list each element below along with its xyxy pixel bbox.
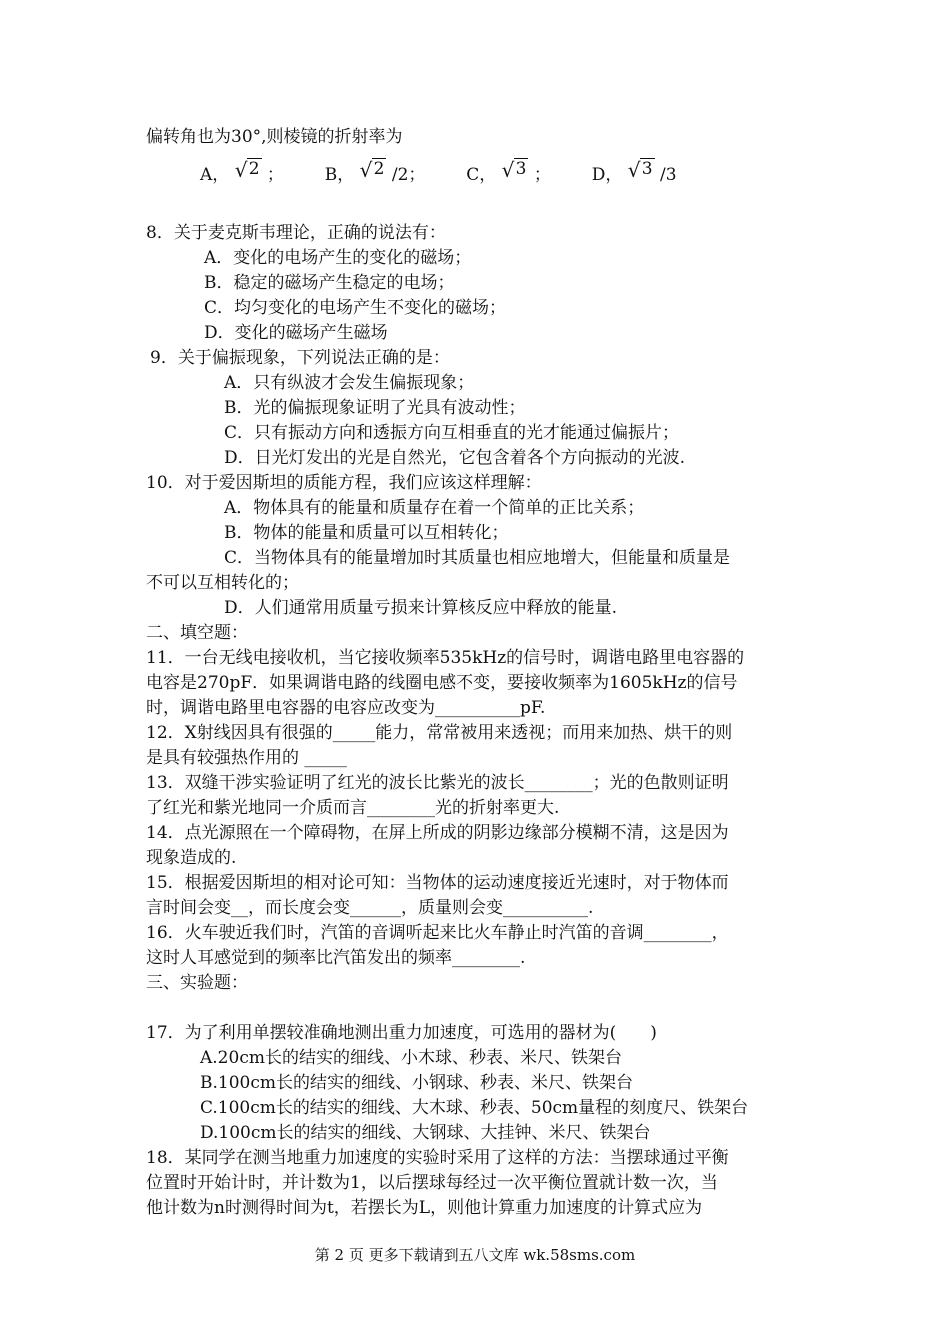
question-14-text: 现象造成的.	[146, 848, 237, 868]
question-12-text: 是具有较强热作用的 _____	[146, 748, 347, 768]
option-d: D， √ 3 /3	[591, 158, 677, 185]
sqrt-symbol: √ 3	[627, 158, 653, 182]
sqrt-symbol: √ 2	[359, 158, 385, 182]
question-10-option: A．物体具有的能量和质量存在着一个简单的正比关系；	[224, 498, 645, 518]
question-9-stem: 9．关于偏振现象，下列说法正确的是：	[150, 348, 450, 368]
option-b: B， √ 2 /2；	[324, 158, 426, 185]
question-14-text: 14．点光源照在一个障碍物，在屏上所成的阴影边缘部分模糊不清，这是因为	[146, 823, 729, 843]
question-13-text: 了红光和紫光地同一介质而言________光的折射率更大.	[146, 798, 560, 818]
question-8-option: A．变化的电场产生的变化的磁场；	[204, 248, 472, 268]
section-heading-experiment: 三、实验题：	[146, 973, 248, 993]
question-17-stem: 17．为了利用单摆较准确地测出重力加速度，可选用的器材为( )	[146, 1023, 657, 1043]
question-16-text: 16．火车驶近我们时，汽笛的音调听起来比火车静止时汽笛的音调________，	[146, 923, 729, 943]
question-8-option: C．均匀变化的电场产生不变化的磁场；	[204, 298, 507, 318]
question-18-text: 18．某同学在测当地重力加速度的实验时采用了这样的方法：当摆球通过平衡	[146, 1148, 729, 1168]
question-9-option: A．只有纵波才会发生偏振现象；	[224, 373, 475, 393]
question-17-option: D.100cm长的结实的细线、大钢球、大挂钟、米尺、铁架台	[200, 1123, 651, 1143]
question-10-option-cont: 不可以互相转化的；	[146, 573, 299, 593]
question-8-option: D．变化的磁场产生磁场	[204, 323, 388, 343]
question-7-stem-end: 偏转角也为30°,则棱镜的折射率为	[146, 127, 403, 147]
question-11-text: 11．一台无线电接收机，当它接收频率535kHz的信号时，调谐电路里电容器的	[146, 648, 745, 668]
question-8-option: B．稳定的磁场产生稳定的电场；	[204, 273, 455, 293]
question-11-text: 电容是270pF．如果调谐电路的线圈电感不变，要接收频率为1605kHz的信号	[146, 673, 738, 693]
question-17-option: C.100cm长的结实的细线、大木球、秒表、50cm量程的刻度尺、铁架台	[200, 1098, 749, 1118]
question-9-option: C．只有振动方向和透振方向互相垂直的光才能通过偏振片；	[224, 423, 680, 443]
question-9-option: B．光的偏振现象证明了光具有波动性；	[224, 398, 526, 418]
section-heading-fill-blank: 二、填空题：	[146, 623, 248, 643]
question-10-option: C．当物体具有的能量增加时其质量也相应地增大，但能量和质量是	[224, 548, 731, 568]
question-10-stem: 10．对于爱因斯坦的质能方程，我们应该这样理解：	[146, 473, 542, 493]
question-10-option: D．人们通常用质量亏损来计算核反应中释放的能量.	[224, 598, 618, 618]
question-7-options	[200, 160, 677, 185]
page-footer: 第 2 页 更多下载请到五八文库 wk.58sms.com	[314, 1246, 636, 1264]
sqrt-symbol: √ 3	[501, 158, 527, 182]
question-10-option: B．物体的能量和质量可以互相转化；	[224, 523, 509, 543]
question-15-text: 言时间会变__，而长度会变______，质量则会变__________.	[146, 898, 594, 918]
question-8-stem: 8．关于麦克斯韦理论，正确的说法有：	[146, 223, 446, 243]
question-11-text: 时，调谐电路里电容器的电容应改变为__________pF.	[146, 698, 546, 718]
question-9-option: D．日光灯发出的光是自然光，它包含着各个方向振动的光波.	[224, 448, 686, 468]
question-13-text: 13．双缝干涉实验证明了红光的波长比紫光的波长________；光的色散则证明	[146, 773, 729, 793]
question-16-text: 这时人耳感觉到的频率比汽笛发出的频率________.	[146, 948, 526, 968]
question-15-text: 15．根据爱因斯坦的相对论可知：当物体的运动速度接近光速时，对于物体而	[146, 873, 729, 893]
sqrt-symbol: √ 2	[234, 158, 260, 182]
question-18-text: 位置时开始计时，并计数为1，以后摆球每经过一次平衡位置就计数一次，当	[146, 1173, 718, 1193]
question-18-text: 他计数为n时测得时间为t，若摆长为L，则他计算重力加速度的计算式应为	[146, 1198, 703, 1218]
question-17-option: B.100cm长的结实的细线、小钢球、秒表、米尺、铁架台	[200, 1073, 633, 1093]
question-12-text: 12．X射线因具有很强的_____能力，常常被用来透视；而用来加热、烘干的则	[146, 723, 733, 743]
question-17-option: A.20cm长的结实的细线、小木球、秒表、米尺、铁架台	[200, 1048, 622, 1068]
option-a: A， √ 2 ；	[200, 158, 284, 185]
option-c: C， √ 3 ；	[466, 158, 551, 185]
